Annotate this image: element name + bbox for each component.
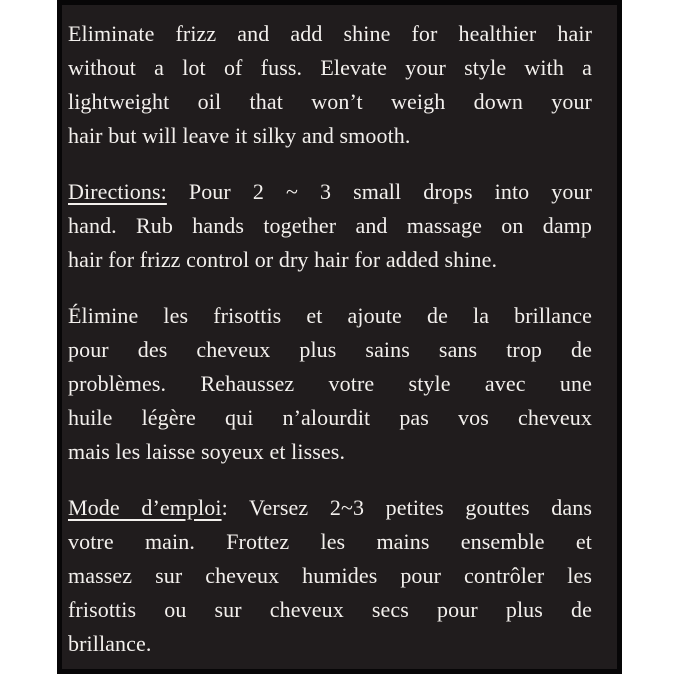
text-line: hair for frizz control or dry hair for added shine. xyxy=(68,247,498,272)
text-line: Mode d’emploi: Versez 2~3 petites gouttes dans xyxy=(68,495,592,520)
text-line: hand. Rub hands together and massage on damp xyxy=(68,213,592,238)
section-heading: Mode d’emploi xyxy=(68,495,222,520)
text-line: brillance. xyxy=(68,631,152,656)
text-line: without a lot of fuss. Elevate your style with a xyxy=(68,55,592,80)
text-line: frisottis ou sur cheveux secs pour plus de xyxy=(68,597,592,622)
text-line: huile légère qui n’alourdit pas vos cheveux xyxy=(68,405,592,430)
text-line: votre main. Frottez les mains ensemble et xyxy=(68,529,592,554)
text-line: hair but will leave it silky and smooth. xyxy=(68,123,411,148)
section-heading: Directions: xyxy=(68,179,167,204)
text-line: mais les laisse soyeux et lisses. xyxy=(68,439,346,464)
text-line: problèmes. Rehaussez votre style avec une xyxy=(68,371,592,396)
section-english-directions xyxy=(68,175,592,277)
label-panel xyxy=(57,0,622,674)
section-french-description xyxy=(68,299,592,469)
text-line: lightweight oil that won’t weigh down your xyxy=(68,89,592,114)
text-line: pour des cheveux plus sains sans trop de xyxy=(68,337,592,362)
text-line: massez sur cheveux humides pour contrôler les xyxy=(68,563,592,588)
text-line: Élimine les frisottis et ajoute de la brillance xyxy=(68,303,592,328)
section-english-description xyxy=(68,17,592,153)
section-french-directions xyxy=(68,491,592,661)
text-line: Eliminate frizz and add shine for healthier hair xyxy=(68,21,592,46)
text-line: Directions: Pour 2 ~ 3 small drops into your xyxy=(68,179,592,204)
